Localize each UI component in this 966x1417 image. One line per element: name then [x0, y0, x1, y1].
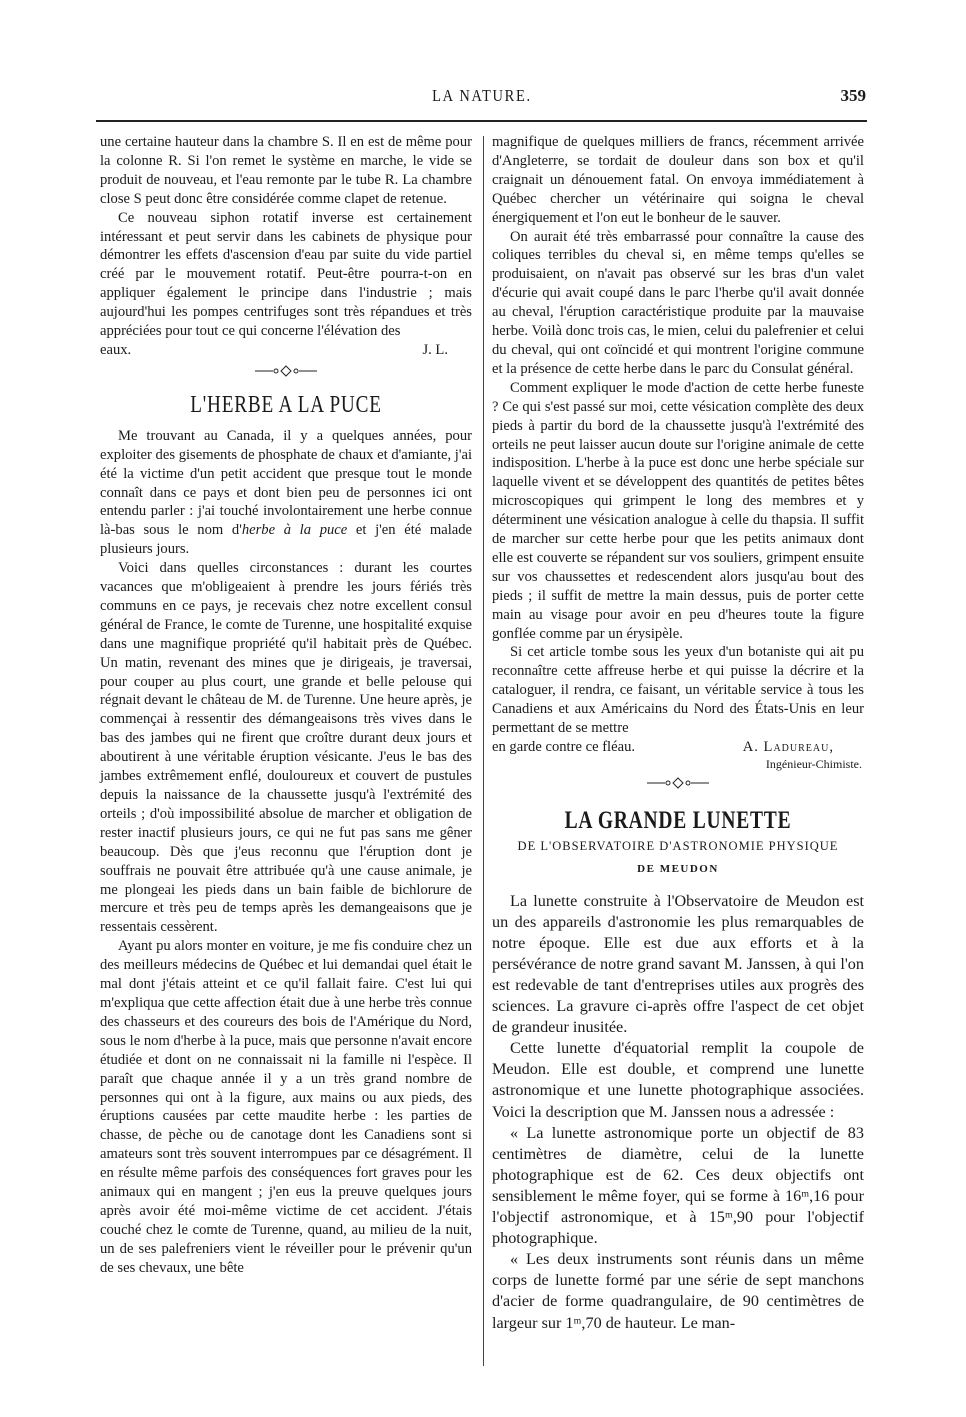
column-divider [483, 136, 484, 1366]
author-role: Ingénieur-Chimiste. [765, 756, 862, 771]
signature: J. L. [422, 341, 448, 358]
signature-line [492, 738, 864, 757]
article-subtitle: DE L'OBSERVATOIRE D'ASTRONOMIE PHYSIQUE [517, 838, 839, 853]
page-header [98, 86, 866, 114]
article-title: L'HERBE A LA PUCE [190, 391, 382, 418]
ornament-icon [255, 364, 317, 378]
ornament-icon [647, 776, 709, 790]
text-run: et j'en été malade plusieurs jours. [100, 522, 473, 558]
paragraph: « La lunette astronomique porte un objectif de 83 centimètres de diamètre, celui de la lunette photographique est de 62. Ces deux objectifs ont sensiblement le même foyer, qui se forme à 16ᵐ,16 pour l'objectif astronomique, et à 15ᵐ,90 pour l'objectif photographique. [492, 1123, 864, 1248]
paragraph: Si cet article tombe sous les yeux d'un botaniste qui ait pu reconnaître cette affreuse herbe et qui puisse la décrire et la cataloguer, il rendra, ce faisant, un véritable service à tous les Canadiens et aux Américains du Nord des États-Unis en leur permettant de se mettre [492, 644, 864, 737]
paragraph: La lunette construite à l'Observatoire de Meudon est un des appareils d'astronomie les plus remarquables de notre époque. Elle est due aux efforts et à la persévérance de notre grand savant M. Janssen, à qui l'on est redevable de tant d'entreprises utiles aux progrès des sciences. La gravure ci-après offre l'aspect de cet objet de grandeur inusitée. [492, 891, 864, 1037]
paragraph-end: eaux. [100, 341, 132, 358]
continuation-paragraph: une certaine hauteur dans la chambre S. Il en est de même pour la colonne R. Si l'on remet le système en marche, le vide se produit de nouveau, et l'eau remonte par le tube R. La chambre close S peut donc être considérée comme clapet de retenue. [100, 134, 472, 207]
paragraph: Comment expliquer le mode d'action de cette herbe funeste ? Ce qui s'est passé sur moi, cette vésication complète des deux pieds à partir du bord de la chaussette jusqu'à l'extrémité des orteils ne peut laisser aucun doute sur l'origine animale de cette indisposition. L'herbe à la puce est donc une herbe spéciale sur laquelle vivent et se développent des quantités de petites bêtes microscopiques qui grimpent le long des membres et y déterminent une vésication analogue à celle du thapsia. Il suffit de marcher sur cette herbe pour que les petits animaux dont elle est couverte se répandent sur vos souliers, grimpent ensuite sur vos chaussettes et redescendent alors jusqu'au bout des pieds ; il suffit de mettre la main dessus, puis de porter cette main au visage pour avoir en peu d'heures toute la figure gonflée comme par un érysipèle. [492, 379, 864, 642]
paragraph: Ayant pu alors monter en voiture, je me fis conduire chez un des meilleurs médecins de Québec et lui demandai quel était le mal dont j'étais atteint et ce qu'il fallait faire. C'est lui qui m'expliqua que cette affection était due à une herbe très connue des chasseurs et des coureurs des bois de l'Amérique du Nord, sous le nom d'herbe à la puce, mais que personne n'avait encore étudiée et dont on ne connaissait ni la famille ni l'espèce. Il paraît que chaque année il y a un très grand nombre de personnes qui ont à la figure, aux mains ou aux pieds, des éruptions causées par cette maudite herbe : les parties de chasse, de pèche ou de canotage dont les Canadiens sont si amateurs sont très souvent interrompues par ce désagrément. Il en résulte même parfois des conséquences fort graves pour les animaux qui en mangent ; j'en eus la preuve quelques jours après avoir été moi-même victime de cet accident. J'étais couché chez le comte de Turenne, quand, au milieu de la nuit, un de ses palefreniers vient le réveiller pour le prévenir qu'un de ses chevaux, une bête [100, 938, 472, 1276]
paragraph: Voici dans quelles circonstances : durant les courtes vacances que m'obligeaient à prendre les jours fériés très communs en ce pays, je recevais chez notre excellent consul général de France, le comte de Turenne, une hospitalité exquise dans une magnifique propriété qu'il habitait près de Québec. Un matin, revenant des mines que je dirigeais, je traversai, pour couper au plus court, une grande et belle pelouse qui régnait devant le château de M. de Turenne. Une heure après, je commençai à ressentir des démangeaisons très vives dans le bas des jambes qui ne firent que croître durant deux jours et aboutirent à une véritable éruption vésicante. J'eus le bas des jambes extrêmement enflé, douloureux et couvert de pustules depuis la naissance de la chaussette jusqu'à l'extrémité des orteils ; d'où impossibilité absolue de marcher et obligation de rester inactif plusieurs jours, ce qui ne fut pas sans me gêner beaucoup. Dès que j'eus reconnu que l'éruption dont je souffrais ne pouvait être attribuée qu'à une cause animale, je me plongeai les pieds dans un bain faible de bichlorure de mercure et très peu de temps après les demangeaisons que je ressentais cessèrent. [100, 560, 472, 936]
paragraph: « Les deux instruments sont réunis dans un même corps de lunette formé par une série de sept manchons d'acier de forme quadrangulaire, de 90 centimètres de largeur sur 1ᵐ,70 de hauteur. Le man- [492, 1250, 864, 1332]
continuation-paragraph: magnifique de quelques milliers de francs, récemment arrivée d'Angleterre, se tordait de douleur dans son box et qu'il craignait un dénouement fatal. On envoya immédiatement à Québec chercher un vétérinaire qui soigna le cheval énergiquement et l'on eut le bonheur de le sauver. [492, 134, 864, 226]
article-body [492, 891, 864, 1334]
text-run: Me trouvant au Canada, il y a quelques années, pour exploiter des gisements de phosphate de chaux et d'amiante, j'ai été la victime d'un petit accident que presque tout le monde connaît dans ce pays et dont bien peu de personnes ici ont entendu parler : j'ai touché involontairement une herbe connue là-bas sous le nom d' [100, 427, 472, 539]
page-number: 359 [840, 86, 866, 105]
ornament-divider [492, 774, 864, 792]
paragraph: Cette lunette d'équatorial remplit la coupole de Meudon. Elle est double, et comprend une lunette astronomique et une lunette photographique associées. Voici la description que M. Janssen nous a adressée : [492, 1039, 864, 1121]
running-title: LA NATURE. [432, 86, 532, 105]
header-rule [96, 120, 867, 122]
paragraph: On aurait été très embarrassé pour connaître la cause des coliques terribles du cheval si, en même temps qu'elles se produisaient, on n'avait pas observé sur les bras d'un valet d'écurie qui avait coupé dans le parc l'herbe qu'il avait donnée au cheval, l'éruption caractéristique produite par la mauvaise herbe. Voilà donc trois cas, le mien, celui du palefrenier et celui du cheval, qui ont coïncidé et qui montrent l'origine commune et la présence de cette herbe dans le parc du Consulat général. [492, 228, 864, 377]
paragraph-end: en garde contre ce fléau. [492, 739, 636, 755]
article-title: LA GRANDE LUNETTE [564, 806, 792, 834]
right-column [492, 133, 864, 1334]
paragraph: Ce nouveau siphon rotatif inverse est certainement intéressant et peut servir dans les cabinets de physique pour démontrer les effets d'ascension d'eau par suite du vide partiel créé par le mouvement rotatif. Peut-être pourra-t-on en appliquer également le principe dans l'industrie ; mais aujourd'hui les pompes centrifuges sont très répandues et très appréciées pour tout ce qui concerne l'élévation des [100, 209, 472, 340]
signature-line [100, 341, 472, 360]
article-subtitle-location: DE MEUDON [637, 862, 719, 875]
ornament-divider [100, 362, 472, 380]
author-name: A. Ladureau, [742, 739, 834, 755]
paragraph [100, 427, 472, 559]
italic-term: herbe à la puce [241, 522, 348, 539]
left-column [100, 133, 472, 1278]
